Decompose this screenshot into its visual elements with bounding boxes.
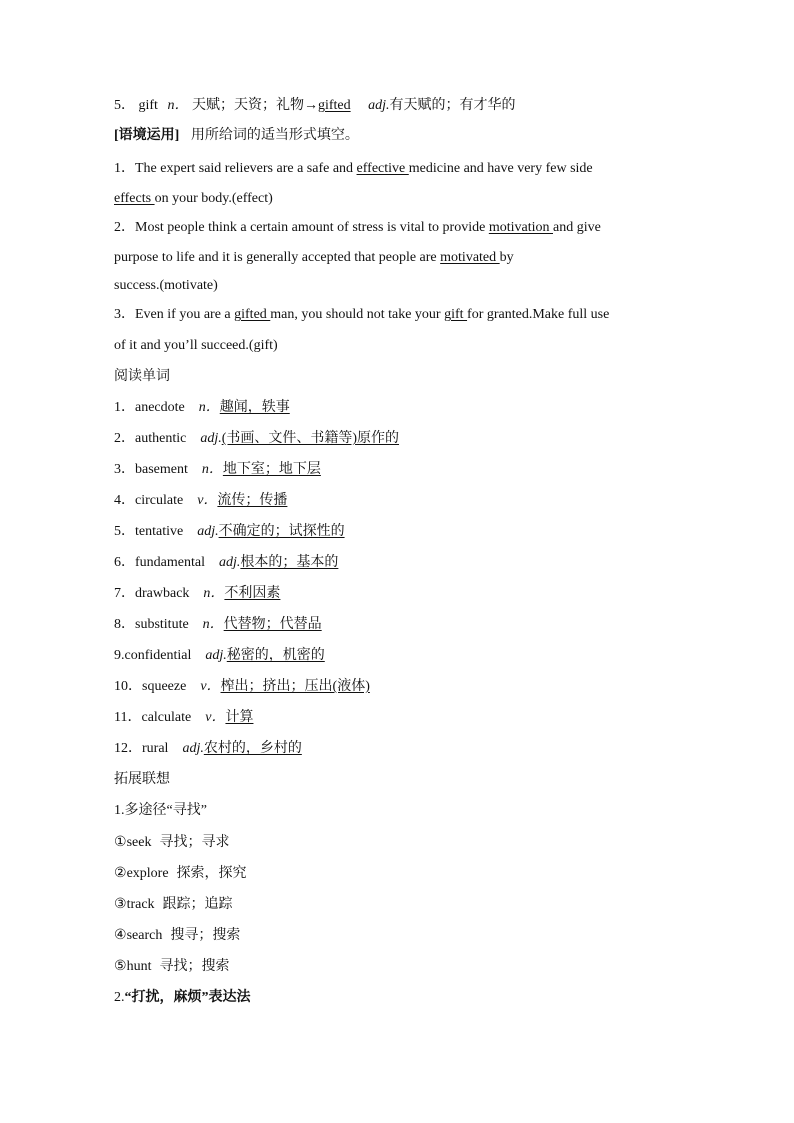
vocab-meaning-answer: 秘密的，机密的	[226, 648, 325, 663]
exercise-text: on your body.(effect)	[154, 191, 273, 206]
vocab-meaning-answer: 不确定的；试探性的	[218, 524, 345, 539]
exercise-text: medicine and have very few side	[408, 161, 593, 176]
group-2-title-line	[114, 988, 251, 1008]
vocab-word: rural	[142, 741, 169, 756]
exercise-text: by	[499, 250, 514, 265]
exercise-text: and give	[553, 220, 601, 235]
vocab-pos: v．	[197, 493, 218, 508]
entry-derived-meaning: 有天赋的；有才华的	[389, 98, 516, 113]
vocab-item	[114, 553, 338, 573]
item-mark: ⑤	[114, 959, 127, 974]
vocab-word: authentic	[135, 431, 187, 446]
entry-meaning: 天赋；天资；礼物→	[191, 98, 318, 113]
vocab-item	[114, 739, 302, 759]
vocab-pos: v．	[200, 679, 221, 694]
search-verb-item	[114, 864, 247, 884]
item-word: hunt	[126, 959, 152, 974]
item-mark: ②	[114, 866, 127, 881]
vocab-number: 5．	[114, 524, 135, 539]
vocab-number: 3．	[114, 462, 135, 477]
blank-answer: effects	[114, 191, 155, 206]
vocab-pos: adj.	[182, 741, 204, 756]
vocab-pos: adj.	[200, 431, 222, 446]
vocab-word: squeeze	[142, 679, 187, 694]
item-mark: ③	[114, 897, 127, 912]
search-verb-item	[114, 926, 240, 946]
vocab-pos: adj.	[218, 555, 241, 570]
vocab-pos: adj.	[205, 648, 227, 663]
vocab-pos: n．	[203, 586, 225, 601]
vocab-word: circulate	[135, 493, 184, 508]
item-mark: ④	[114, 928, 127, 943]
blank-answer: motivation	[488, 220, 553, 235]
exercise-text: purpose to life and it is generally accepted that people are	[114, 250, 441, 265]
exercise-1-line-1	[114, 159, 593, 179]
vocab-number: 6．	[114, 555, 135, 570]
vocab-word: substitute	[135, 617, 189, 632]
entry-pos: n．	[167, 98, 189, 113]
vocab-item	[114, 491, 287, 511]
item-word: seek	[126, 835, 152, 850]
vocab-meaning-answer: 农村的，乡村的	[203, 741, 302, 756]
group-2-title: “打扰，麻烦”表达法	[124, 990, 251, 1005]
exercise-text: success.(motivate)	[114, 278, 218, 293]
exercise-2-line-3	[114, 276, 218, 296]
expansion-heading: 拓展联想	[114, 772, 170, 787]
vocab-pos: n．	[202, 617, 224, 632]
item-meaning: 寻找；寻求	[159, 835, 230, 850]
vocab-word: tentative	[135, 524, 184, 539]
vocab-word: drawback	[135, 586, 190, 601]
exercise-text: 3．Even if you are a	[114, 307, 235, 322]
vocab-number: 2．	[114, 431, 135, 446]
item-mark: ①	[114, 835, 127, 850]
exercise-text: of it and you’ll succeed.(gift)	[114, 338, 278, 353]
vocab-pos: adj.	[197, 524, 219, 539]
vocab-item	[114, 429, 399, 449]
vocab-number: 9.	[114, 648, 125, 663]
vocab-word: basement	[135, 462, 188, 477]
vocab-word: confidential	[124, 648, 192, 663]
exercise-text: 1．The expert said relievers are a safe and	[114, 161, 357, 176]
blank-answer: gifted	[234, 307, 271, 322]
vocab-meaning-answer: 计算	[225, 710, 254, 725]
vocab-meaning-answer: 榨出；挤出；压出(液体)	[220, 679, 370, 694]
vocab-meaning-answer: 趣闻，轶事	[219, 400, 290, 415]
entry-word: gift	[138, 98, 158, 113]
group-1-title: 1.多途径“寻找”	[114, 803, 207, 818]
search-verb-item	[114, 833, 229, 853]
gift-entry	[114, 96, 516, 116]
vocab-number: 1．	[114, 400, 135, 415]
entry-derived-pos: adj.	[368, 98, 390, 113]
exercise-text: for granted.Make full use	[467, 307, 610, 322]
vocab-number: 4．	[114, 493, 135, 508]
entry-number: 5．	[114, 98, 135, 113]
vocab-item	[114, 460, 321, 480]
vocab-pos: n．	[198, 400, 220, 415]
vocab-number: 11．	[114, 710, 142, 725]
blank-answer: motivated	[440, 250, 500, 265]
item-meaning: 搜寻；搜索	[170, 928, 241, 943]
search-verb-item	[114, 957, 229, 977]
context-title: [语境运用]	[114, 128, 180, 143]
group-2-number: 2.	[114, 990, 125, 1005]
search-verb-item	[114, 895, 233, 915]
exercise-3-line-1	[114, 305, 609, 325]
blank-answer: effective	[356, 161, 409, 176]
exercise-2-line-2	[114, 248, 514, 268]
vocab-item	[114, 708, 253, 728]
exercise-1-line-2	[114, 189, 273, 209]
exercise-text: man, you should not take your	[270, 307, 445, 322]
vocab-item	[114, 584, 280, 604]
vocab-number: 12．	[114, 741, 142, 756]
reading-vocab-heading: 阅读单词	[114, 369, 170, 384]
item-word: search	[126, 928, 163, 943]
vocab-meaning-answer: 根本的；基本的	[240, 555, 339, 570]
vocab-item	[114, 398, 290, 418]
vocab-number: 8．	[114, 617, 135, 632]
vocab-word: anecdote	[135, 400, 185, 415]
vocab-item	[114, 522, 345, 542]
vocab-item	[114, 615, 322, 635]
vocab-meaning-answer: 地下室；地下层	[222, 462, 321, 477]
entry-derived-answer: gifted	[317, 98, 351, 113]
vocab-meaning-answer: 流传；传播	[217, 493, 288, 508]
vocab-word: calculate	[141, 710, 192, 725]
vocab-number: 10．	[114, 679, 142, 694]
exercise-text: 2．Most people think a certain amount of stress is vital to provide	[114, 220, 489, 235]
vocab-number: 7．	[114, 586, 135, 601]
vocab-pos: v．	[205, 710, 226, 725]
vocab-meaning-answer: 不利因素	[224, 586, 281, 601]
item-word: explore	[126, 866, 169, 881]
item-word: track	[126, 897, 155, 912]
exercise-3-line-2	[114, 336, 278, 356]
vocab-meaning-answer: (书画、文件、书籍等)原作的	[221, 431, 400, 446]
vocab-item	[114, 677, 370, 697]
item-meaning: 寻找；搜索	[159, 959, 230, 974]
exercise-2-line-1	[114, 218, 601, 238]
blank-answer: gift	[444, 307, 468, 322]
vocab-pos: n．	[201, 462, 223, 477]
vocab-word: fundamental	[135, 555, 205, 570]
context-section-heading	[114, 126, 359, 146]
context-instruction: 用所给词的适当形式填空。	[190, 128, 359, 143]
item-meaning: 跟踪；追踪	[162, 897, 233, 912]
vocab-meaning-answer: 代替物；代替品	[223, 617, 322, 632]
item-meaning: 探索，探究	[176, 866, 247, 881]
vocab-item	[114, 646, 325, 666]
